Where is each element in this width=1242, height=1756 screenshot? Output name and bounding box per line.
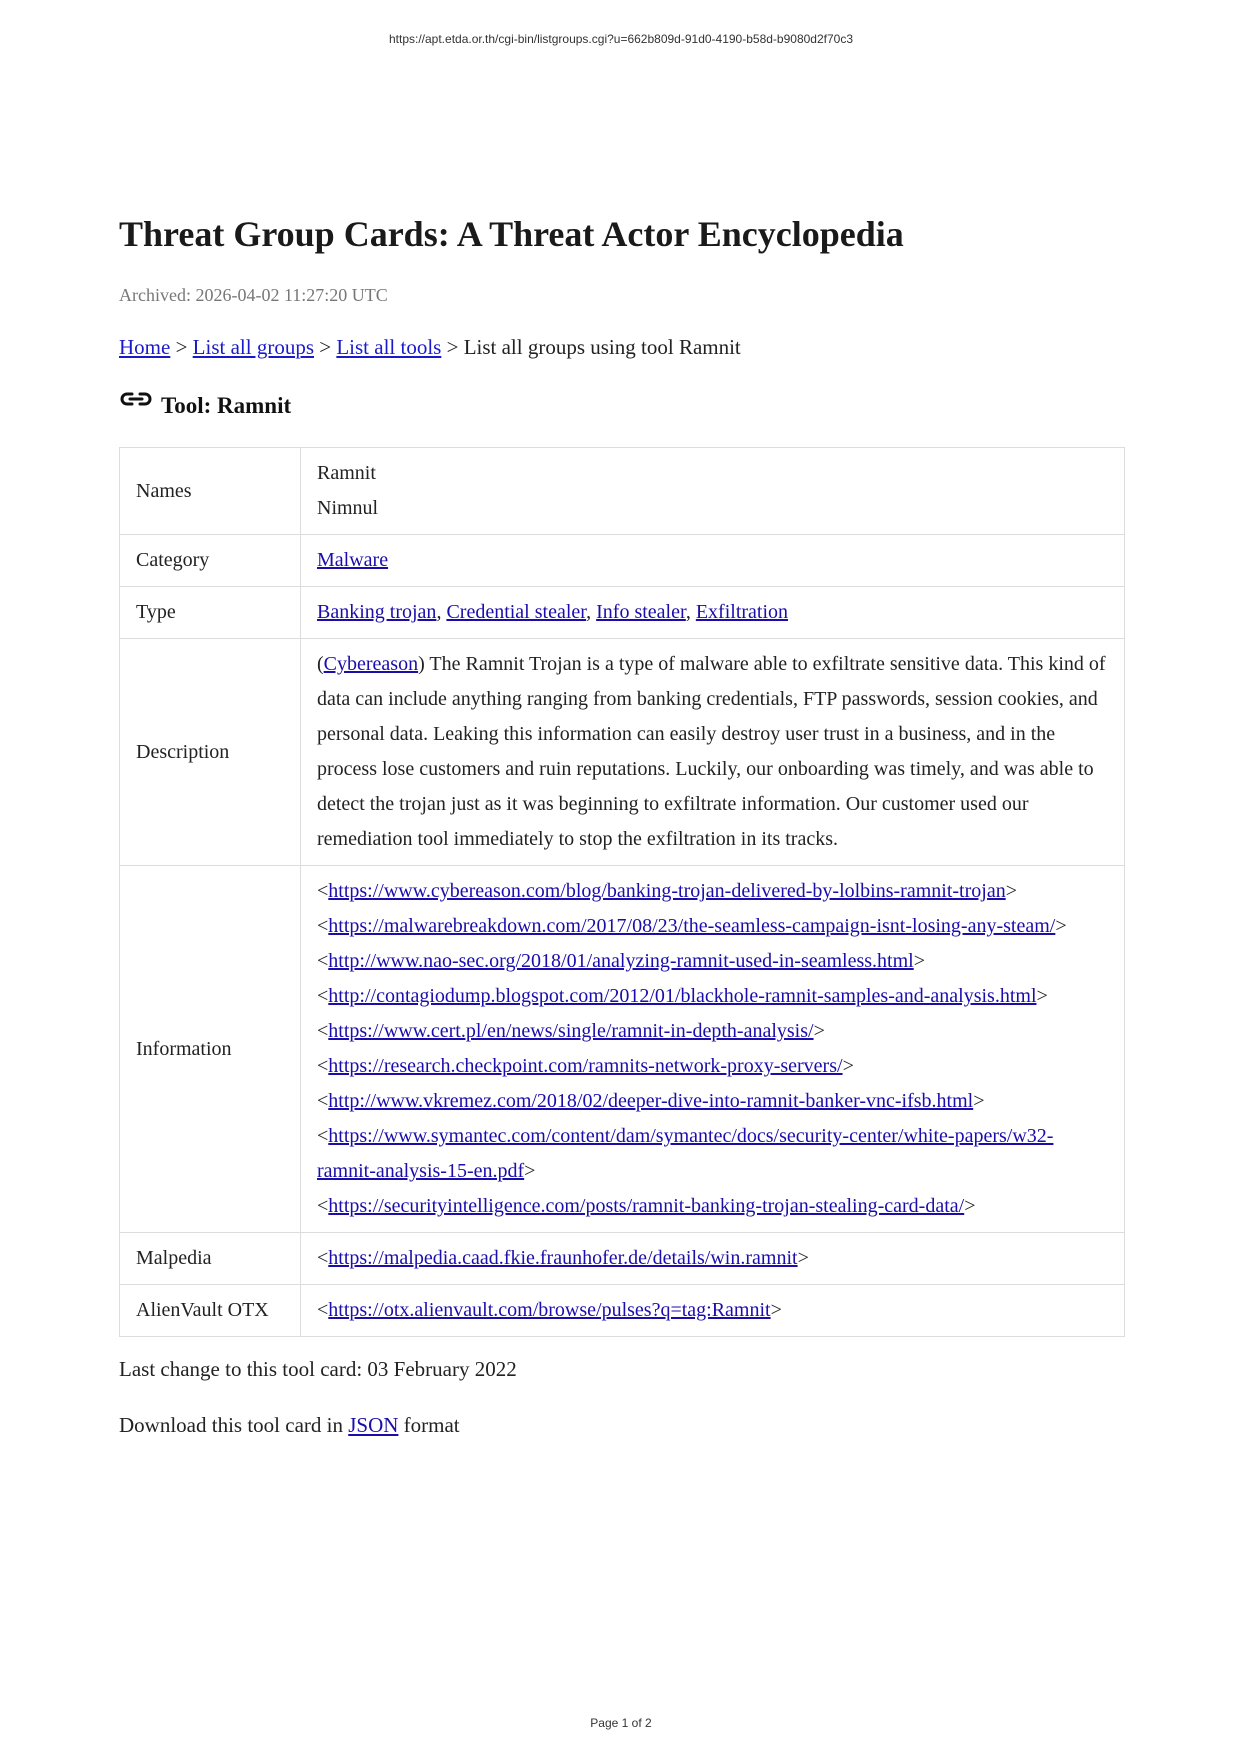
information-item xyxy=(317,909,1108,944)
category-link[interactable]: Malware xyxy=(317,549,389,571)
gt: > xyxy=(813,1020,825,1042)
page-title: Threat Group Cards: A Threat Actor Encyclopedia xyxy=(119,214,904,254)
lt: < xyxy=(317,1299,329,1321)
lt: < xyxy=(317,950,329,972)
breadcrumb-separator: > xyxy=(446,335,459,359)
information-item xyxy=(317,1049,1108,1084)
breadcrumb xyxy=(119,333,1125,361)
page-number: Page 1 of 2 xyxy=(590,1716,652,1730)
category-value xyxy=(301,535,1125,587)
information-value xyxy=(301,866,1125,1233)
breadcrumb-current: List all groups using tool Ramnit xyxy=(463,335,741,359)
information-link[interactable]: https://malwarebreakdown.com/2017/08/23/the-seamless-campaign-isnt-losing-any-steam/ xyxy=(328,915,1056,937)
table-row-otx xyxy=(120,1285,1125,1337)
information-link[interactable]: https://www.cybereason.com/blog/banking-trojan-delivered-by-lolbins-ramnit-trojan xyxy=(328,880,1006,902)
type-link-credential-stealer[interactable]: Credential stealer xyxy=(446,601,587,623)
gt: > xyxy=(913,950,925,972)
lt: < xyxy=(317,1247,329,1269)
names-label: Names xyxy=(120,448,301,535)
lt: < xyxy=(317,1125,329,1147)
last-change-text: Last change to this tool card: 03 February 2022 xyxy=(119,1357,517,1381)
table-row-type xyxy=(120,587,1125,639)
gt: > xyxy=(964,1195,976,1217)
gt: > xyxy=(1036,985,1048,1007)
information-link[interactable]: http://www.nao-sec.org/2018/01/analyzing-ramnit-used-in-seamless.html xyxy=(328,950,914,972)
link-icon xyxy=(119,387,153,411)
information-link[interactable]: http://contagiodump.blogspot.com/2012/01/blackhole-ramnit-samples-and-analysis.html xyxy=(328,985,1037,1007)
table-row-category xyxy=(120,535,1125,587)
information-label: Information xyxy=(120,866,301,1233)
gt: > xyxy=(1055,915,1067,937)
json-download-link[interactable]: JSON xyxy=(348,1413,399,1437)
type-link-exfiltration[interactable]: Exfiltration xyxy=(695,601,789,623)
table-row-information xyxy=(120,866,1125,1233)
malpedia-label: Malpedia xyxy=(120,1233,301,1285)
breadcrumb-separator: > xyxy=(175,335,188,359)
malpedia-link[interactable]: https://malpedia.caad.fkie.fraunhofer.de/details/win.ramnit xyxy=(328,1247,798,1269)
download-text xyxy=(119,1411,1125,1439)
otx-label: AlienVault OTX xyxy=(120,1285,301,1337)
description-source-link[interactable]: Cybereason xyxy=(323,653,419,675)
gt: > xyxy=(797,1247,809,1269)
gt: > xyxy=(524,1160,536,1182)
description-value xyxy=(301,639,1125,866)
information-item xyxy=(317,874,1108,909)
gt: > xyxy=(1005,880,1017,902)
information-item xyxy=(317,979,1108,1014)
information-link[interactable]: http://www.vkremez.com/2018/02/deeper-dive-into-ramnit-banker-vnc-ifsb.html xyxy=(328,1090,974,1112)
information-item xyxy=(317,1189,1108,1224)
information-link[interactable]: https://www.cert.pl/en/news/single/ramnit-in-depth-analysis/ xyxy=(328,1020,814,1042)
main-content xyxy=(119,210,1125,1439)
type-value xyxy=(301,587,1125,639)
download-suffix: format xyxy=(403,1413,460,1437)
lt: < xyxy=(317,1020,329,1042)
names-value xyxy=(301,448,1125,535)
information-item xyxy=(317,1084,1108,1119)
malpedia-value xyxy=(301,1233,1125,1285)
gt: > xyxy=(770,1299,782,1321)
type-separator: , xyxy=(436,601,442,623)
description-open-paren: ( xyxy=(317,653,324,675)
breadcrumb-home-link[interactable]: Home xyxy=(119,335,171,359)
information-item xyxy=(317,1014,1108,1049)
table-row-names xyxy=(120,448,1125,535)
information-link[interactable]: https://research.checkpoint.com/ramnits-network-proxy-servers/ xyxy=(328,1055,843,1077)
table-row-malpedia xyxy=(120,1233,1125,1285)
archived-timestamp: Archived: 2026-04-02 11:27:20 UTC xyxy=(119,285,388,305)
breadcrumb-groups-link[interactable]: List all groups xyxy=(192,335,314,359)
gt: > xyxy=(973,1090,985,1112)
lt: < xyxy=(317,915,329,937)
tool-card-table xyxy=(119,447,1125,1337)
information-item xyxy=(317,944,1108,979)
name-item: Ramnit xyxy=(317,462,376,484)
breadcrumb-separator: > xyxy=(319,335,332,359)
otx-link[interactable]: https://otx.alienvault.com/browse/pulses?q=tag:Ramnit xyxy=(328,1299,771,1321)
type-link-info-stealer[interactable]: Info stealer xyxy=(596,601,686,623)
description-text: ) The Ramnit Trojan is a type of malware able to exfiltrate sensitive data. This kind of data can include anything ranging from banking credentials, FTP passwords, session cookies, and personal data. Leaking this information can easily destroy user trust in a business, and in the process lose customers and ruin reputations. Luckily, our onboarding was timely, and was able to detect the trojan just as it was beginning to exfiltrate information. Our customer used our remediation tool immediately to stop the exfiltration in its tracks. xyxy=(317,653,1106,850)
lt: < xyxy=(317,1055,329,1077)
type-label: Type xyxy=(120,587,301,639)
description-label: Description xyxy=(120,639,301,866)
information-link[interactable]: https://securityintelligence.com/posts/ramnit-banking-trojan-stealing-card-data/ xyxy=(328,1195,965,1217)
lt: < xyxy=(317,1090,329,1112)
name-item: Nimnul xyxy=(317,497,379,519)
page-url-header: https://apt.etda.or.th/cgi-bin/listgroups.cgi?u=662b809d-91d0-4190-b58d-b9080d2f70c3 xyxy=(388,32,853,46)
information-link[interactable]: https://www.symantec.com/content/dam/symantec/docs/security-center/white-papers/w32-ramnit-analysis-15-en.pdf xyxy=(317,1125,1054,1182)
gt: > xyxy=(842,1055,854,1077)
tool-heading xyxy=(119,391,1125,421)
type-separator: , xyxy=(586,601,592,623)
category-label: Category xyxy=(120,535,301,587)
tool-heading-text: Tool: Ramnit xyxy=(161,393,292,418)
lt: < xyxy=(317,880,329,902)
type-separator: , xyxy=(685,601,691,623)
otx-value xyxy=(301,1285,1125,1337)
download-prefix: Download this tool card in xyxy=(119,1413,343,1437)
breadcrumb-tools-link[interactable]: List all tools xyxy=(336,335,442,359)
type-link-banking-trojan[interactable]: Banking trojan xyxy=(317,601,437,623)
lt: < xyxy=(317,1195,329,1217)
lt: < xyxy=(317,985,329,1007)
information-item xyxy=(317,1119,1108,1189)
table-row-description xyxy=(120,639,1125,866)
